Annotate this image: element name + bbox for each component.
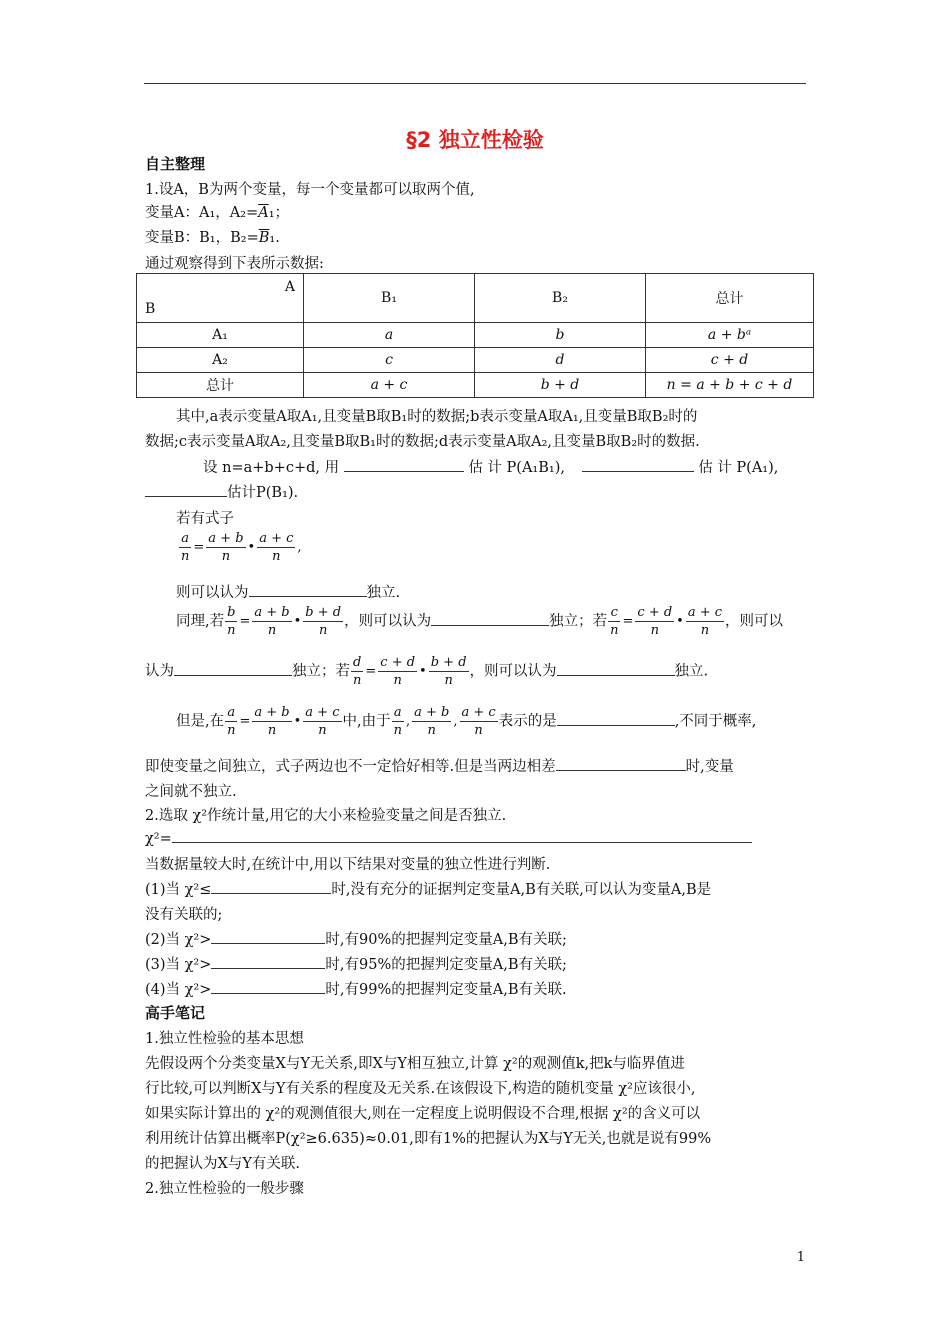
paragraph: 之间就不独立.: [145, 784, 237, 800]
fraction: [412, 704, 451, 739]
numerator: a + c: [259, 531, 294, 546]
table-cell: a: [304, 323, 475, 348]
section-heading-notes: 高手笔记: [145, 1004, 206, 1022]
denominator: n: [318, 723, 327, 738]
text: 独立.: [674, 663, 709, 680]
fraction: [252, 704, 291, 739]
paragraph: 行比较,可以判断X与Y有关系的程度及无关系.在该假设下,构造的随机变量 χ²应该很小,: [145, 1081, 696, 1097]
denominator: n: [272, 549, 281, 564]
numerator: c: [608, 604, 620, 622]
corner-label-a: A: [284, 279, 295, 295]
paragraph: [145, 755, 734, 776]
text: 中,由于: [342, 713, 391, 730]
fraction: [303, 604, 343, 639]
paragraph: 先假设两个分类变量X与Y无关系,即X与Y相互独立,计算 χ²的观测值k,把k与临界值进: [145, 1056, 685, 1072]
numerator: a: [392, 704, 404, 722]
paragraph: [145, 481, 298, 502]
fraction: [351, 654, 363, 689]
denominator: n: [181, 549, 190, 564]
equals-sign: =: [365, 664, 377, 679]
text: 同理,若: [176, 613, 225, 630]
text: ₁.: [269, 230, 280, 246]
denominator: n: [650, 623, 659, 638]
paragraph: 如果实际计算出的 χ²的观测值很大,则在一定程度上说明假设不合理,根据 χ²的含义可以: [145, 1106, 701, 1122]
table-cell: A₂: [137, 348, 304, 373]
fraction: [225, 604, 237, 639]
denominator: n: [353, 673, 362, 688]
text: 时,有90%的把握判定变量A,B有关联;: [325, 932, 567, 948]
fill-blank[interactable]: [249, 582, 367, 597]
table-cell: a + bᵃ: [646, 323, 814, 348]
chi-square-label: χ²=: [145, 831, 172, 847]
text: (3)当 χ²>: [145, 957, 212, 973]
text: 则可以认为: [176, 585, 249, 601]
numerator: a + c: [305, 705, 340, 720]
fill-blank[interactable]: [556, 756, 686, 771]
text: 时,没有充分的证据判定变量A,B有关联,可以认为变量A,B是: [331, 882, 712, 898]
equals-sign: =: [239, 714, 251, 729]
numerator: a: [179, 530, 191, 548]
numerator: a + b: [414, 705, 450, 720]
numerator: a + b: [254, 705, 290, 720]
text: ,不同于概率,: [674, 713, 757, 730]
numerator: a + b: [254, 605, 290, 620]
denominator: n: [427, 723, 436, 738]
fill-blank[interactable]: [211, 954, 325, 969]
denominator: n: [319, 623, 328, 638]
fill-blank[interactable]: [344, 457, 464, 472]
paragraph: 其中,a表示变量A取A₁,且变量B取B₁时的数据;b表示变量A取A₁,且变量B取B₂时的: [176, 409, 698, 425]
paragraph: [145, 828, 752, 847]
text: 变量A：A₁，A₂=: [145, 205, 259, 221]
text: 估计P(B₁).: [227, 485, 299, 501]
denominator: n: [267, 623, 277, 638]
table-cell: b + d: [475, 373, 646, 398]
fraction: [686, 604, 724, 639]
dot-operator: •: [676, 614, 684, 629]
text: 表示的是: [498, 713, 557, 730]
condition-item: [145, 878, 711, 899]
equals-sign: =: [193, 540, 205, 555]
section-heading-self-study: 自主整理: [145, 155, 206, 173]
paragraph: 若有式子: [176, 511, 234, 527]
denominator: n: [393, 723, 402, 738]
paragraph: 当数据量较大时,在统计中,用以下结果对变量的独立性进行判断.: [145, 857, 551, 873]
fill-blank[interactable]: [431, 611, 549, 626]
numerator: a: [225, 704, 237, 722]
table-row: [137, 323, 814, 348]
page-number: 1: [796, 1250, 805, 1265]
denominator: n: [444, 673, 453, 688]
table-cell: c: [304, 348, 475, 373]
text: (1)当 χ²≤: [145, 882, 212, 898]
paragraph: 1.独立性检验的基本思想: [145, 1031, 304, 1047]
table-cell: c + d: [646, 348, 814, 373]
header-rule: [144, 83, 806, 84]
paragraph: 2.选取 χ²作统计量,用它的大小来检验变量之间是否独立.: [145, 808, 507, 824]
fill-blank[interactable]: [557, 711, 675, 726]
fill-blank[interactable]: [211, 929, 325, 944]
complement-symbol: $\overline{A}$: [258, 205, 269, 221]
numerator: b: [225, 604, 237, 622]
numerator: b + d: [430, 655, 467, 670]
table-header-row: [137, 274, 814, 323]
dot-operator: •: [293, 714, 302, 729]
table-cell: b: [475, 323, 646, 348]
fill-blank[interactable]: [174, 661, 292, 676]
text: 独立；若: [292, 663, 350, 680]
condition-item: [145, 953, 567, 974]
table-corner-cell: [137, 274, 304, 323]
denominator: n: [610, 623, 619, 638]
paragraph: [176, 604, 783, 639]
fraction: [257, 530, 295, 565]
text: 估 计 P(A₁B₁),: [468, 460, 565, 476]
fill-blank[interactable]: [145, 482, 227, 497]
complement-symbol: $\overline{B}$: [258, 230, 270, 246]
equals-sign: =: [239, 614, 251, 629]
paragraph: 没有关联的;: [145, 907, 223, 923]
corner-label-b: B: [145, 301, 156, 317]
text: 时,有99%的把握判定变量A,B有关联.: [325, 982, 567, 998]
paragraph: 利用统计估算出概率P(χ²≥6.635)≈0.01,即有1%的把握认为X与Y无关,也就是说有99%: [145, 1131, 712, 1147]
fraction: [392, 704, 404, 739]
table-header-cell: B₂: [475, 274, 646, 323]
numerator: a + b: [208, 531, 244, 546]
table-cell: d: [475, 348, 646, 373]
fraction: [206, 530, 245, 565]
text: ，则可以: [725, 613, 784, 630]
comma: ,: [453, 714, 458, 729]
text: 时,有95%的把握判定变量A,B有关联;: [325, 957, 567, 973]
independence-formula: [178, 530, 303, 565]
fraction: [460, 704, 498, 739]
paragraph: 的把握认为X与Y有关联.: [145, 1156, 301, 1172]
condition-item: [145, 928, 567, 949]
table-header-cell: 总计: [646, 274, 814, 323]
text: 即使变量之间独立，式子两边也不一定恰好相等.但是当两边相差: [145, 759, 556, 775]
table-cell: 总计: [137, 373, 304, 398]
fraction: [303, 704, 341, 739]
fraction: [225, 704, 237, 739]
text: ₁；: [268, 205, 290, 221]
table-cell: a + c: [304, 373, 475, 398]
fraction: [378, 654, 417, 689]
contingency-table: [136, 273, 814, 398]
text: ，则可以认为: [469, 663, 557, 680]
paragraph: 数据;c表示变量A取A₂,且变量B取B₁时的数据;d表示变量A取A₂,且变量B取B₂时的数据.: [145, 434, 700, 450]
text: 变量B：B₁，B₂=: [145, 230, 259, 246]
text: ，则可以认为: [344, 613, 432, 630]
comma: ,: [405, 714, 411, 729]
denominator: n: [393, 673, 402, 688]
paragraph: [145, 201, 289, 222]
paragraph: [145, 226, 280, 247]
text: 设 n=a+b+c+d, 用: [203, 460, 340, 476]
text: 时,变量: [685, 759, 734, 775]
condition-item: [145, 978, 567, 999]
fill-blank[interactable]: [557, 661, 675, 676]
table-row: [137, 373, 814, 398]
paragraph: [176, 581, 400, 602]
table-header-cell: B₁: [304, 274, 475, 323]
equals-sign: =: [622, 614, 634, 629]
fill-blank[interactable]: [582, 457, 694, 472]
formula-blank[interactable]: [172, 828, 752, 843]
denominator: n: [227, 723, 236, 738]
denominator: n: [267, 723, 277, 738]
fraction: [429, 654, 469, 689]
dot-operator: •: [419, 664, 427, 679]
fill-blank[interactable]: [211, 879, 331, 894]
denominator: n: [221, 549, 231, 564]
denominator: n: [700, 623, 710, 638]
text: 认为: [145, 663, 174, 680]
text: 独立.: [366, 585, 401, 601]
text: (2)当 χ²>: [145, 932, 212, 948]
fill-blank[interactable]: [211, 979, 325, 994]
text: (4)当 χ²>: [145, 982, 212, 998]
fraction: [179, 530, 191, 565]
numerator: d: [351, 654, 363, 672]
paragraph: [176, 704, 756, 739]
dot-operator: •: [293, 614, 302, 629]
paragraph: 通过观察得到下表所示数据:: [145, 256, 324, 272]
table-cell: A₁: [137, 323, 304, 348]
numerator: b + d: [305, 605, 342, 620]
numerator: a + c: [461, 705, 496, 720]
fraction: [635, 604, 674, 639]
dot-operator: •: [247, 540, 256, 555]
denominator: n: [474, 723, 483, 738]
paragraph: 2.独立性检验的一般步骤: [145, 1181, 304, 1197]
numerator: c + d: [637, 605, 673, 620]
text: 估 计 P(A₁),: [698, 460, 779, 476]
text: 但是,在: [176, 713, 225, 730]
comma: ,: [297, 540, 302, 555]
numerator: a + c: [687, 605, 723, 620]
paragraph: [145, 654, 708, 689]
paragraph: [203, 456, 778, 477]
denominator: n: [227, 623, 236, 638]
fraction: [608, 604, 620, 639]
table-row: [137, 348, 814, 373]
text: 独立；若: [549, 613, 608, 630]
table-cell: n = a + b + c + d: [646, 373, 814, 398]
fraction: [252, 604, 291, 639]
numerator: c + d: [380, 655, 416, 670]
page-title: §2 独立性检验: [406, 128, 544, 152]
paragraph: 1.设A，B为两个变量，每一个变量都可以取两个值,: [145, 182, 475, 198]
